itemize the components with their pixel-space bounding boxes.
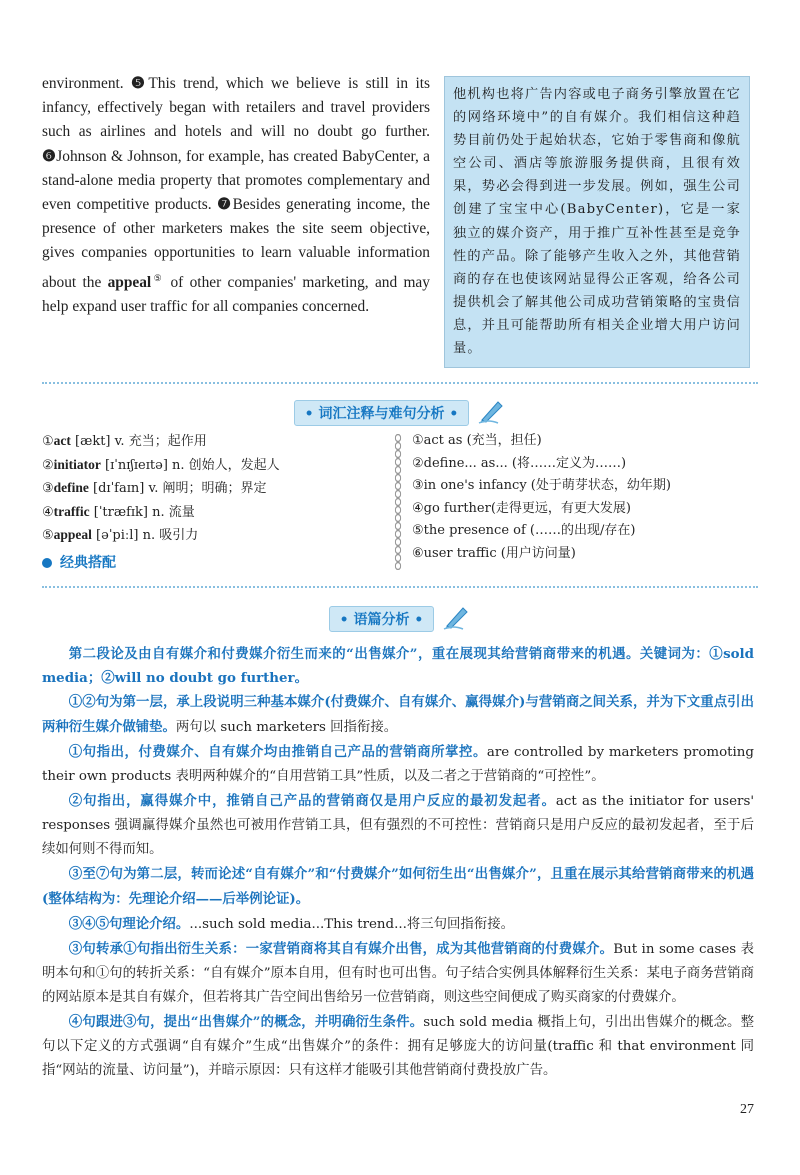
vocab-heading-label: • 词汇注释与难句分析 • (294, 400, 470, 426)
divider-middle (42, 586, 758, 588)
bullet-dot-icon (42, 558, 52, 568)
collocation-item: ③in one's infancy (处于萌芽状态，幼年期) (412, 478, 671, 494)
analysis-paragraph: ③至⑦句为第二层，转而论述“自有媒介”和“付费媒介”如何衍生出“出售媒介”，且重在展示其给营销商带来的机遇(整体结构为：先理论介绍——后举例论证)。 (42, 866, 754, 907)
chain-divider-icon (392, 434, 404, 570)
sentence-7-part-a: Besides generating income, the presence of other marketers makes the site seem objective, gives companies opportunities to learn valuable information about the (42, 196, 430, 291)
collocation-item: ①act as (充当，担任) (412, 433, 542, 448)
sentence-5: This trend, which we believe is still in its infancy, effectively began with retailers and travel providers such as airlines and hotels and will no doubt go further. (42, 75, 430, 141)
analysis-paragraph: ④句跟进③句，提出“出售媒介”的概念，并明确衍生条件。such sold media 概指上句，引出出售媒介的概念。整句以下定义的方式强调“自有媒介”生成“出售媒介”的条件：拥有足够庞大的访问量(traffic 和 that environment 同指“网站的流量、访问量”)，并暗示原因：只有这样才能吸引其他营销商付费投放广告。 (42, 1014, 754, 1078)
analysis-paragraph: ①句指出，付费媒介、自有媒介均由推销自己产品的营销商所掌控。are controlled by marketers promoting their own products 表明两种媒介的“自用营销工具”性质，以及二者之于营销商的“可控性”。 (42, 744, 755, 784)
translation-box: 他机构也将广告内容或电子商务引擎放置在它的网络环境中”的自有媒介。我们相信这种趋势目前仍处于起始状态，它始于零售商和像航空公司、酒店等旅游服务提供商，且很有效果，势必会得到进一步发展。例如，强生公司创建了宝宝中心(BabyCenter)，它是一家独立的媒介资产，用于推广互补性甚至是竞争性的产品。除了能够产生收入之外，其他营销商的存在也使该网站显得公正客观，给各公司提供机会了解其他公司成功营销策略的宝贵信息，并且可能帮助所有相关企业增大用户访问量。 (444, 76, 750, 368)
page-number: 27 (740, 1102, 754, 1117)
analysis-intro: 第二段论及由自有媒介和付费媒介衍生而来的“出售媒介”，重在展现其给营销商带来的机遇。关键词为：①sold media；②will no doubt go further。 (42, 646, 754, 686)
analysis-paragraph: ②句指出，赢得媒介中，推销自己产品的营销商仅是用户反应的最初发起者。act as the initiator for users' responses 强调赢得媒介虽然也可被用作营销工具，但有强烈的不可控性：营销商只是用户反应的最初发起者，至于后续如何则不得而知。 (42, 793, 755, 857)
analysis-paragraph: ①②句为第一层，承上段说明三种基本媒介(付费媒介、自有媒介、赢得媒介)与营销商之间关系，并为下文重点引出两种衍生媒介做铺垫。两句以 such marketers 回指衔接。 (42, 694, 754, 735)
collocation-item: ⑤the presence of (……的出现/存在) (412, 523, 636, 539)
vocab-item: ②initiator [ɪˈnɪʃɪeɪtə] n. 创始人，发起人 (42, 456, 280, 473)
collocation-item: ⑥user traffic (用户访问量) (412, 545, 576, 561)
sentence-5-marker: ❺ (131, 75, 149, 92)
vocab-item: ④traffic [ˈtræfɪk] n. 流量 (42, 503, 195, 520)
pen-icon (478, 398, 506, 428)
keyword-appeal-ref: ⑤ (151, 272, 165, 283)
classic-collocation-label: 经典搭配 (42, 552, 116, 572)
collocation-item: ②define... as... (将……定义为……) (412, 455, 627, 471)
pen-icon (443, 604, 471, 634)
sentence-6-marker: ❻ (42, 147, 57, 165)
passage-end-of-previous: environment. (42, 75, 124, 92)
divider-top (42, 382, 758, 384)
sentence-6: Johnson & Johnson, for example, has created BabyCenter, a stand-alone media property that promotes complementary and even competitive products. (42, 147, 430, 214)
vocab-heading (0, 398, 800, 428)
sentence-7-part-b: of other companies' marketing, and may help expand user traffic for all companies concerned. (42, 273, 430, 315)
analysis-paragraph: ③句转承①句指出衍生关系：一家营销商将其自有媒介出售，成为其他营销商的付费媒介。But in some cases 表明本句和①句的转折关系：“自有媒介”原本自用，但有时也可出售。句子结合实例具体解释衍生关系：某电子商务营销商的网站原本是其自有媒介，但若将其广告空间出售给另一位营销商，则这些空间便成了购买商家的付费媒介。 (42, 941, 754, 1005)
collocation-list (412, 430, 762, 566)
vocab-word-list (42, 430, 372, 548)
collocation-item: ④go further(走得更远，有更大发展) (412, 500, 631, 516)
english-passage (42, 72, 430, 319)
vocab-item: ①act [ækt] v. 充当；起作用 (42, 433, 207, 449)
analysis-paragraph: ③④⑤句理论介绍。...such sold media...This trend...将三句回指衔接。 (68, 916, 514, 932)
analysis-heading (0, 604, 800, 634)
keyword-appeal: appeal (107, 273, 152, 291)
vocab-item: ③define [dɪˈfaɪn] v. 阐明；明确；界定 (42, 480, 267, 497)
sentence-7-marker: ❼ (217, 196, 233, 214)
vocab-item: ⑤appeal [əˈpiːl] n. 吸引力 (42, 527, 199, 544)
analysis-heading-label: • 语篇分析 • (329, 606, 435, 632)
discourse-analysis (42, 642, 754, 1083)
